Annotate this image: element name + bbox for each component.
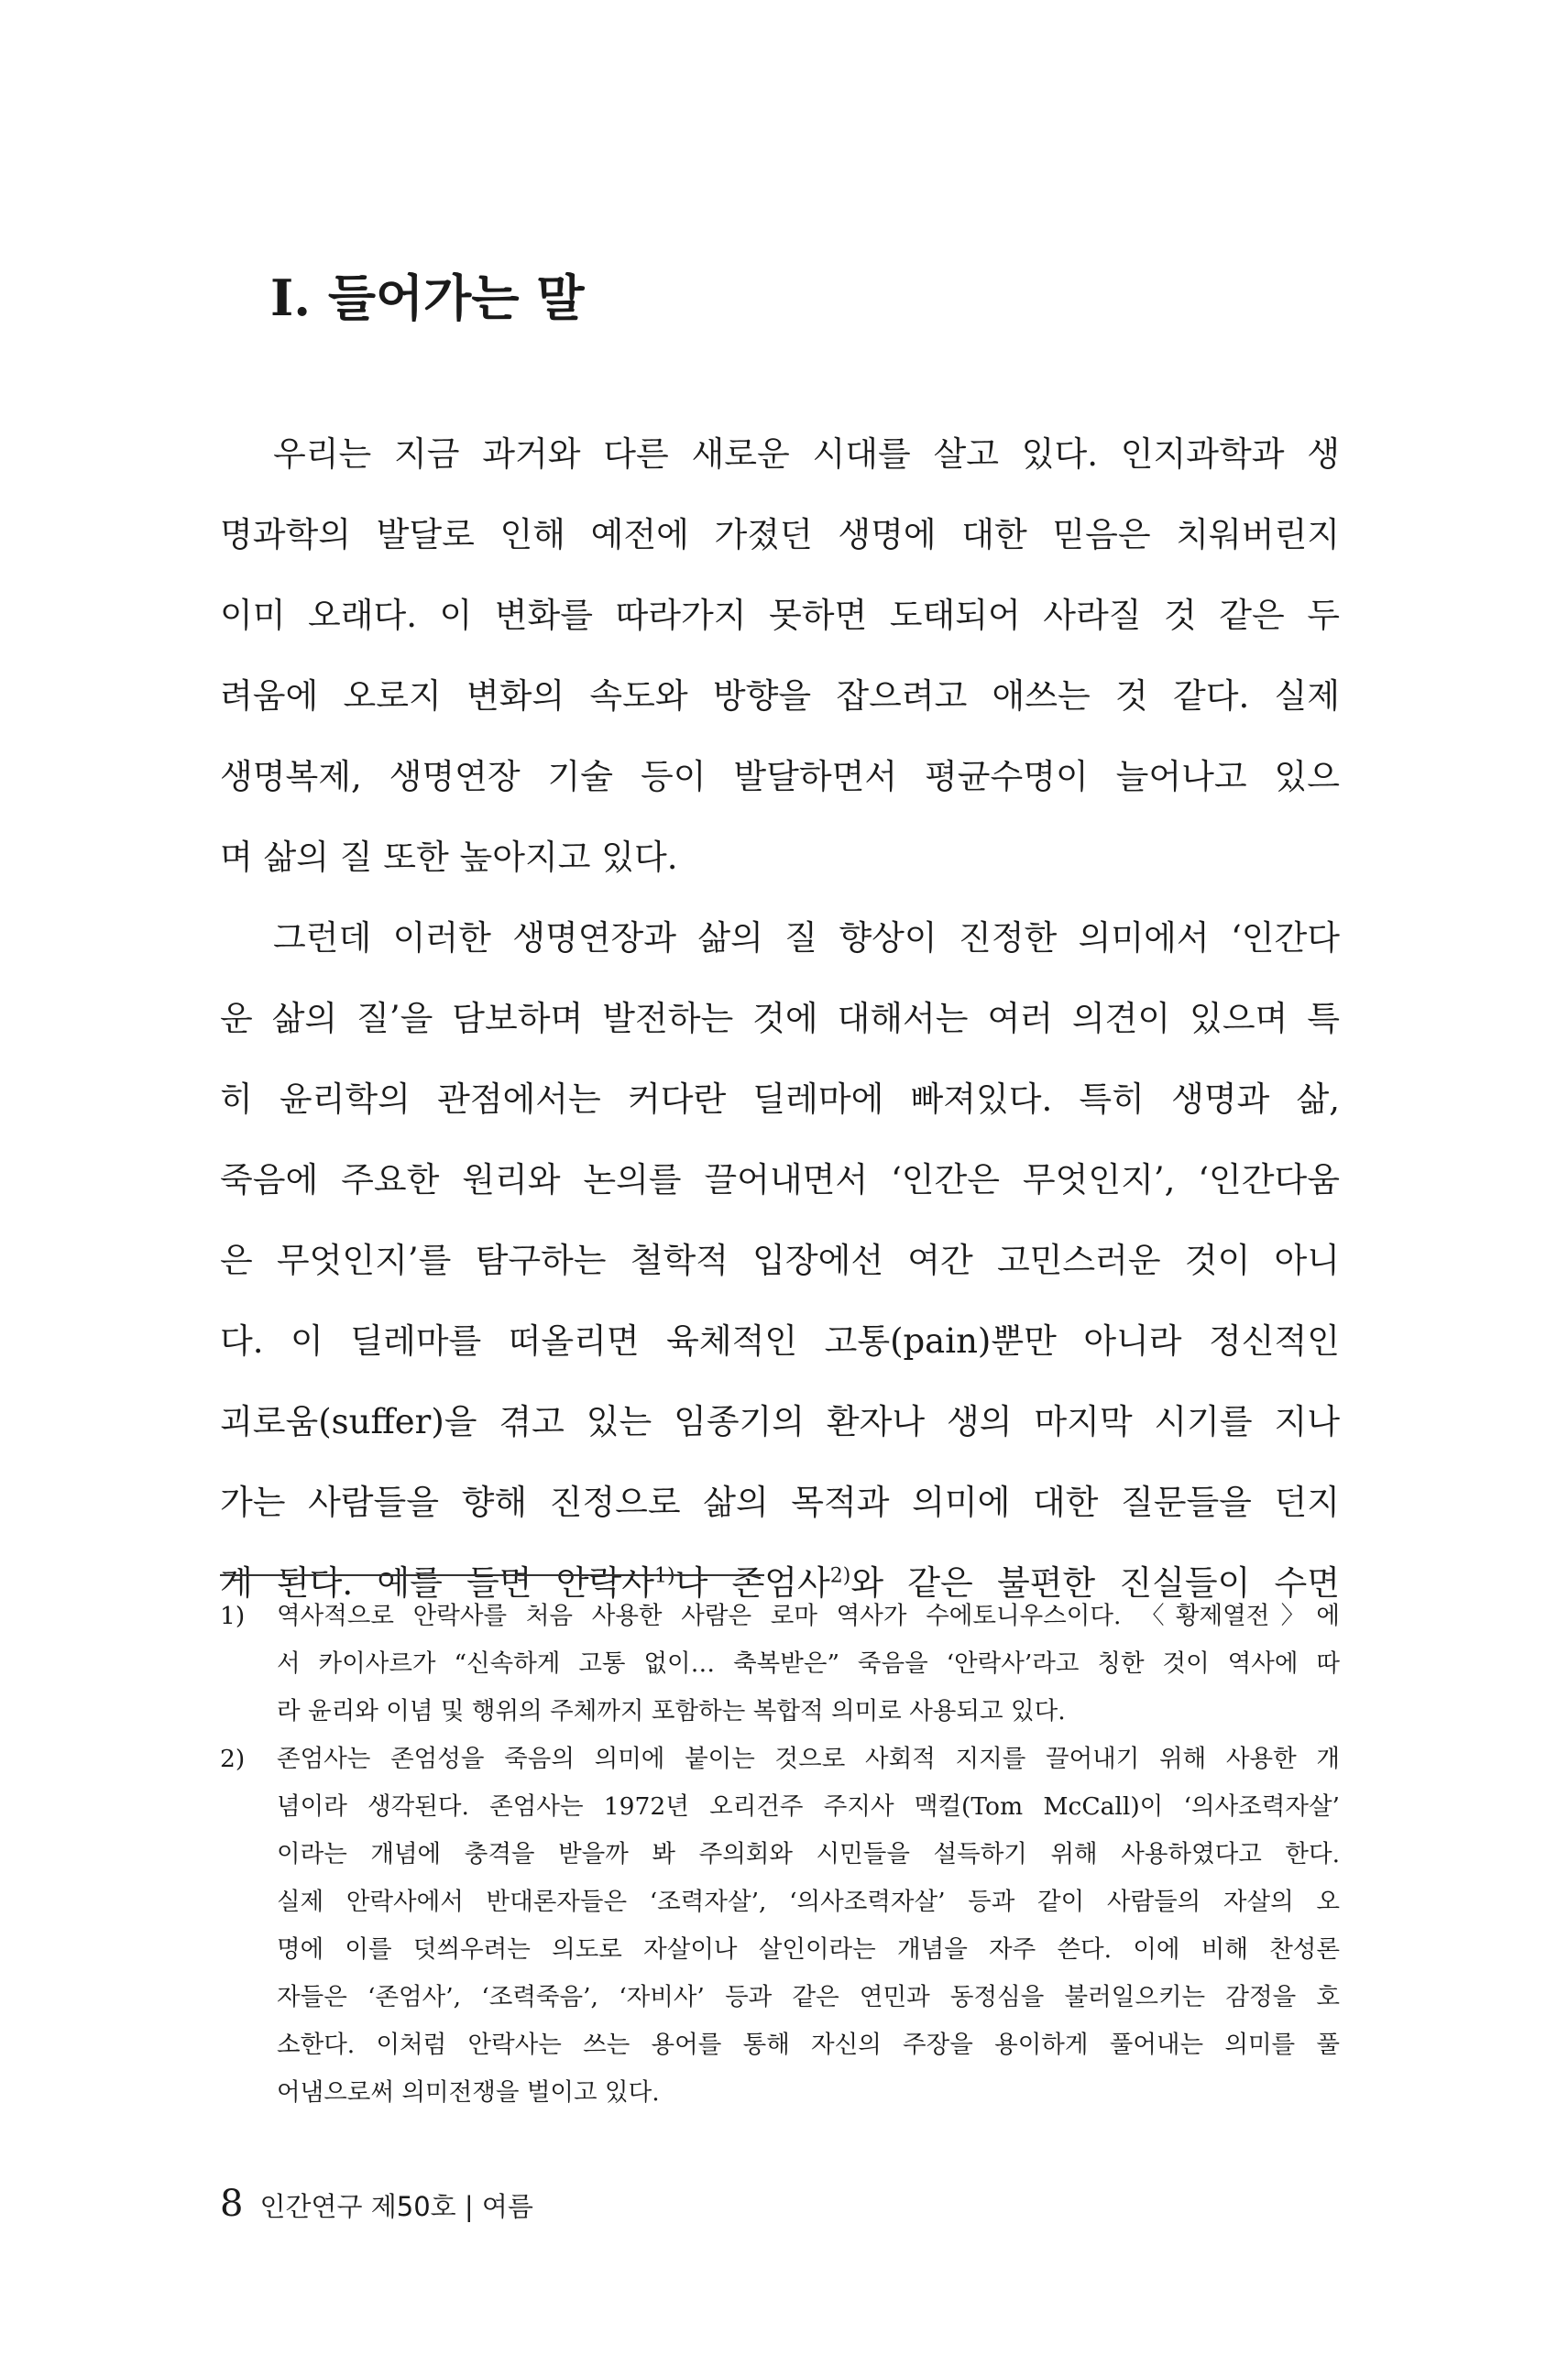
- paragraph-1: [220, 414, 1340, 898]
- footnote-number: 1): [220, 1602, 246, 1630]
- text-line: 가는 사람들을 향해 진정으로 삶의 목적과 의미에 대한 질문들을 던지: [220, 1483, 1340, 1522]
- journal-title: 인간연구 제50호 | 여름: [259, 2191, 533, 2222]
- page-number: 8: [220, 2183, 244, 2225]
- text-segment: 와 같은 불편한 진실들이 수면: [850, 1563, 1341, 1603]
- text-line: 생명복제, 생명연장 기술 등이 발달하면서 평균수명이 늘어나고 있으: [220, 757, 1340, 796]
- footnote-line: 역사적으로 안락사를 처음 사용한 사람은 로마 역사가 수에토니우스이다. 〈황제열전〉에: [277, 1602, 1340, 1630]
- text-line: 죽음에 주요한 원리와 논의를 끌어내면서 ‘인간은 무엇인지’, ‘인간다움: [220, 1160, 1340, 1199]
- footnote-1: [220, 1593, 1340, 1736]
- footnote-line: 명에 이를 덧씌우려는 의도로 자살이나 살인이라는 개념을 자주 쓴다. 이에 비해 찬성론: [277, 1935, 1340, 1964]
- text-line: 다. 이 딜레마를 떠올리면 육체적인 고통(pain)뿐만 아니라 정신적인: [220, 1321, 1340, 1361]
- footnote-line: 실제 안락사에서 반대론자들은 ‘조력자살’, ‘의사조력자살’ 등과 같이 사람들의 자살의 오: [277, 1888, 1340, 1916]
- footnote-line: 존엄사는 존엄성을 죽음의 의미에 붙이는 것으로 사회적 지지를 끌어내기 위해 사용한 개: [277, 1745, 1340, 1773]
- text-line: 괴로움(suffer)을 겪고 있는 임종기의 환자나 생의 마지막 시기를 지나: [220, 1402, 1340, 1441]
- footnote-ref-1[interactable]: 1): [653, 1564, 675, 1588]
- footnote-ref-2[interactable]: 2): [829, 1564, 851, 1588]
- section-heading: I. 들어가는 말: [270, 268, 585, 327]
- footnote-line: 어냄으로써 의미전쟁을 벌이고 있다.: [277, 2078, 660, 2107]
- footnote-line: 서 카이사르가 “신속하게 고통 없이… 축복받은” 죽음을 ‘안락사’라고 칭한 것이 역사에 따: [277, 1649, 1340, 1678]
- footnote-number: 2): [220, 1745, 246, 1773]
- text-line: 우리는 지금 과거와 다른 새로운 시대를 살고 있다. 인지과학과 생: [273, 434, 1340, 474]
- footnotes: [220, 1593, 1340, 2117]
- text-segment: 게 된다. 예를 들면 안락사: [220, 1563, 654, 1603]
- footnote-divider: [220, 1574, 764, 1576]
- text-line: 며 삶의 질 또한 높아지고 있다.: [220, 838, 678, 877]
- body-text: [220, 414, 1340, 1624]
- footnote-line: 이라는 개념에 충격을 받을까 봐 주의회와 시민들을 설득하기 위해 사용하였다고 한다.: [277, 1840, 1340, 1868]
- text-line: 명과학의 발달로 인해 예전에 가졌던 생명에 대한 믿음은 치워버린지: [220, 515, 1340, 554]
- text-line: 이미 오래다. 이 변화를 따라가지 못하면 도태되어 사라질 것 같은 두: [220, 596, 1340, 635]
- footnote-line: 념이라 생각된다. 존엄사는 1972년 오리건주 주지사 맥컬(Tom McCall)이 ‘의사조력자살’: [277, 1792, 1340, 1821]
- page-footer: [220, 2176, 533, 2231]
- paragraph-2: [220, 898, 1340, 1624]
- text-line: 운 삶의 질’을 담보하며 발전하는 것에 대해서는 여러 의견이 있으며 특: [220, 999, 1340, 1038]
- footnote-2: [220, 1736, 1340, 2117]
- footnote-line: 자들은 ‘존엄사’, ‘조력죽음’, ‘자비사’ 등과 같은 연민과 동정심을 불러일으키는 감정을 호: [277, 1983, 1340, 2011]
- text-line: 려움에 오로지 변화의 속도와 방향을 잡으려고 애쓰는 것 같다. 실제: [220, 676, 1340, 716]
- text-line: 히 윤리학의 관점에서는 커다란 딜레마에 빠져있다. 특히 생명과 삶,: [220, 1079, 1340, 1119]
- text-segment: 나 존엄사: [674, 1563, 830, 1603]
- footnote-line: 라 윤리와 이념 및 행위의 주체까지 포함하는 복합적 의미로 사용되고 있다.: [277, 1697, 1066, 1725]
- text-line: 은 무엇인지’를 탐구하는 철학적 입장에선 여간 고민스러운 것이 아니: [220, 1241, 1340, 1280]
- text-line: 그런데 이러한 생명연장과 삶의 질 향상이 진정한 의미에서 ‘인간다: [273, 918, 1340, 958]
- footnote-line: 소한다. 이처럼 안락사는 쓰는 용어를 통해 자신의 주장을 용이하게 풀어내는 의미를 풀: [277, 2031, 1340, 2059]
